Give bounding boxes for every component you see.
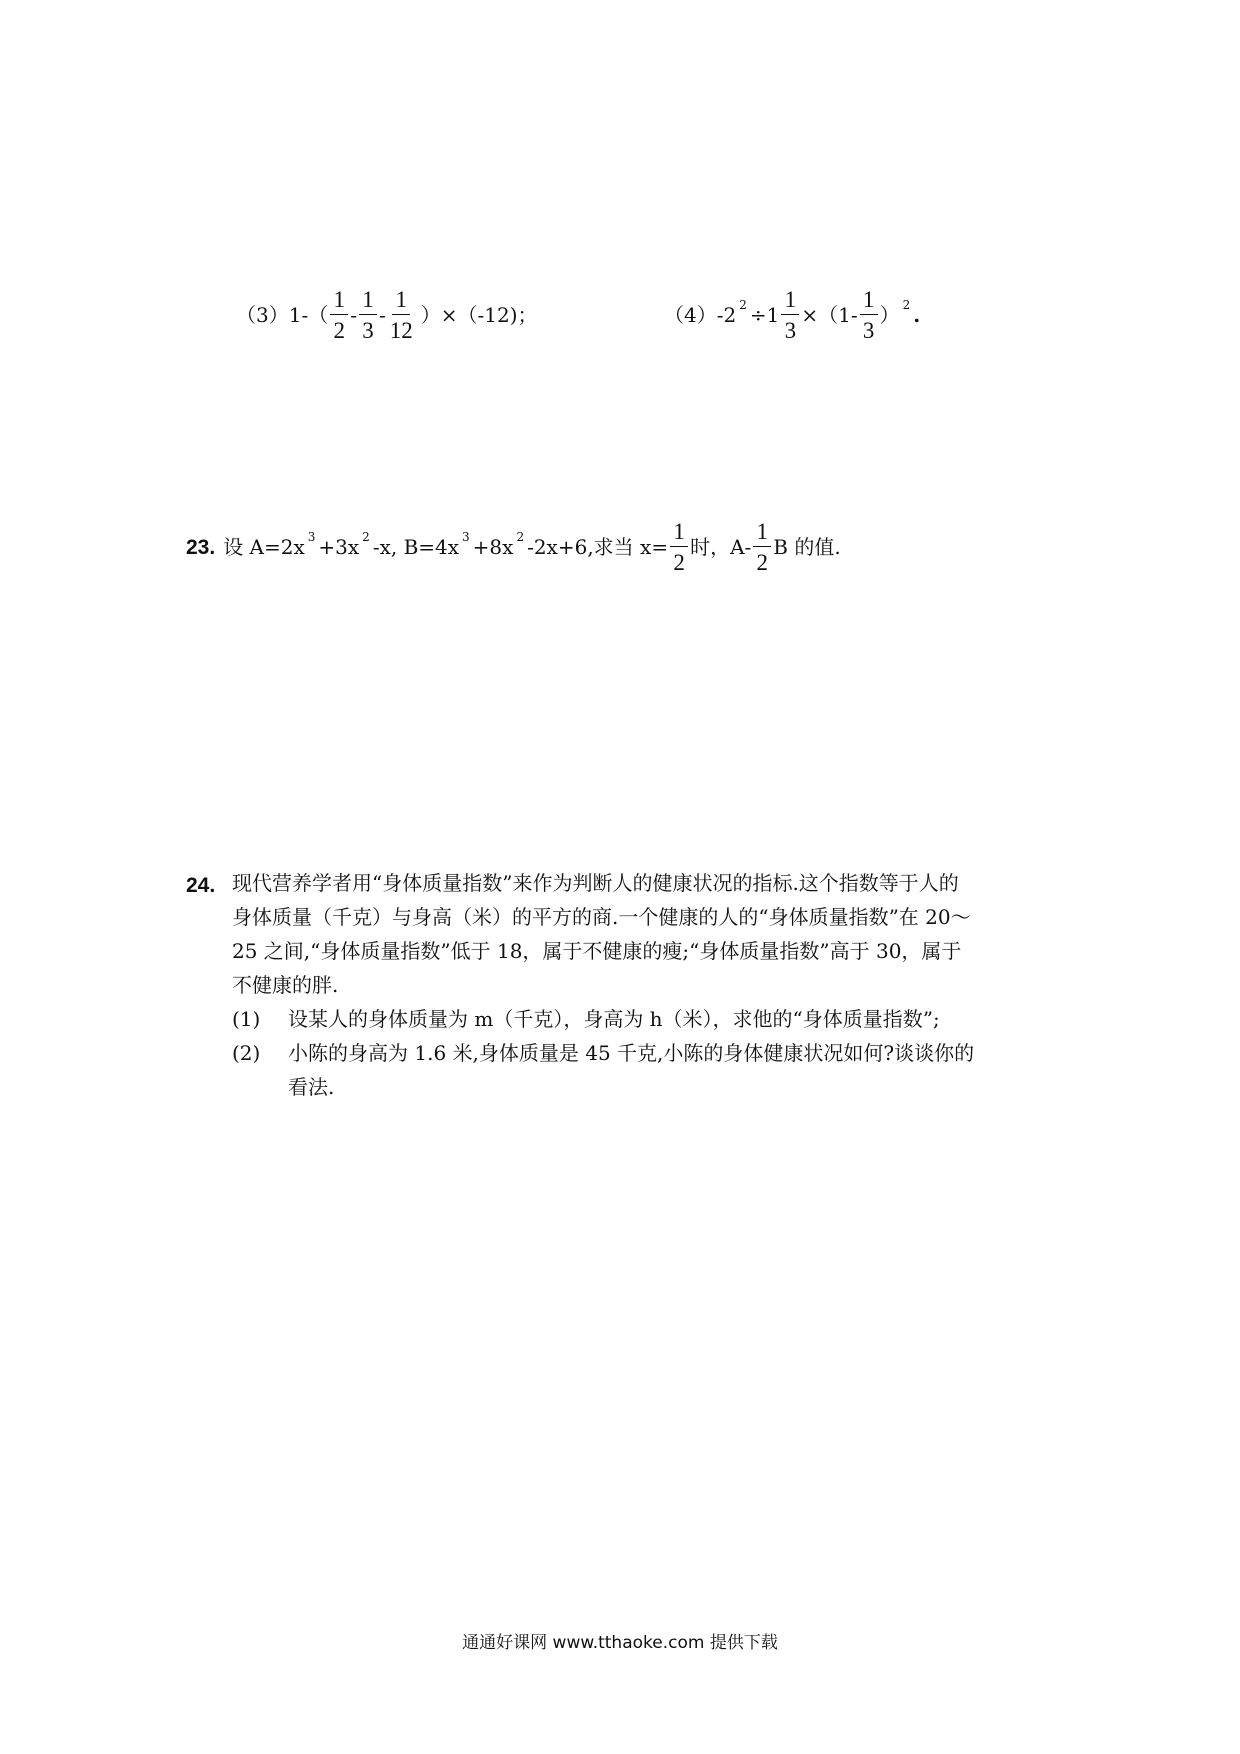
part-4-label: （4）	[664, 303, 717, 327]
paragraph-line: 25 之间,“身体质量指数”低于 18，属于不健康的瘦;“身体质量指数”高于 30，属于	[232, 939, 962, 963]
page-footer: 通通好课网 www.tthaoke.com 提供下载	[462, 1633, 778, 1653]
problem-23-text: -x, B=4x	[372, 535, 460, 559]
sub-question-2: 小陈的身高为 1.6 米,身体质量是 45 千克,小陈的身体健康状况如何?谈谈你的	[288, 1041, 975, 1065]
paragraph-line: 现代营养学者用“身体质量指数”来作为判断人的健康状况的指标.这个指数等于人的	[232, 871, 959, 895]
minus-sign: -	[350, 303, 357, 327]
paragraph-line: 身体质量（千克）与身高（米）的平方的商.一个健康的人的“身体质量指数”在 20～	[232, 905, 971, 929]
problem-22-part-3	[236, 288, 538, 342]
part-4-divide: ÷1	[749, 303, 780, 327]
fraction-one-half: $\frac{1}{2}$	[753, 520, 771, 574]
part-4-end: .	[913, 303, 921, 327]
problem-23-text: 时，A-	[690, 535, 752, 559]
fraction-one-third: $\frac{1}{3}$	[359, 288, 377, 342]
exponent: 2	[516, 530, 525, 544]
part-4-close: ）	[879, 303, 900, 327]
problem-23-text: +3x	[318, 535, 360, 559]
sub-question-1-label: (1)	[232, 1007, 261, 1031]
exponent: 3	[462, 530, 470, 544]
problem-23-text: -2x+6,求当 x=	[527, 535, 669, 559]
problem-number: 24.	[186, 874, 216, 897]
fraction-one-third: $\frac{1}{3}$	[781, 288, 799, 342]
minus-sign: -	[378, 303, 386, 327]
fraction-one-twelfth: $\frac{1}{12}$	[389, 287, 413, 343]
fraction-one-half: $\frac{1}{2}$	[330, 288, 348, 342]
problem-23-text: B 的值.	[773, 535, 841, 559]
part-4-mid: ×（1-	[801, 303, 858, 327]
paragraph-line: 不健康的胖.	[232, 973, 339, 997]
problem-23-text: 设 A=2x	[223, 535, 305, 559]
exponent: 2	[902, 298, 911, 312]
part-4-lead: -2	[716, 303, 737, 327]
sub-question-1: 设某人的身体质量为 m（千克），身高为 h（米），求他的“身体质量指数”;	[288, 1007, 940, 1031]
problem-22-part-4	[664, 288, 920, 342]
part-3-lead: 1-（	[288, 303, 329, 327]
part-3-tail: ）×（-12)；	[420, 303, 538, 327]
problem-23	[186, 520, 841, 574]
fraction-one-half: $\frac{1}{2}$	[670, 520, 688, 574]
sub-question-2-label: (2)	[232, 1041, 261, 1065]
exponent: 2	[739, 298, 747, 312]
fraction-one-third: $\frac{1}{3}$	[860, 288, 878, 342]
exponent: 2	[362, 530, 370, 544]
sub-question-2-continued: 看法.	[288, 1075, 335, 1099]
problem-number: 23.	[186, 535, 216, 559]
problem-23-text: +8x	[472, 535, 514, 559]
exponent: 3	[307, 530, 316, 544]
part-3-label: （3）	[236, 303, 289, 327]
